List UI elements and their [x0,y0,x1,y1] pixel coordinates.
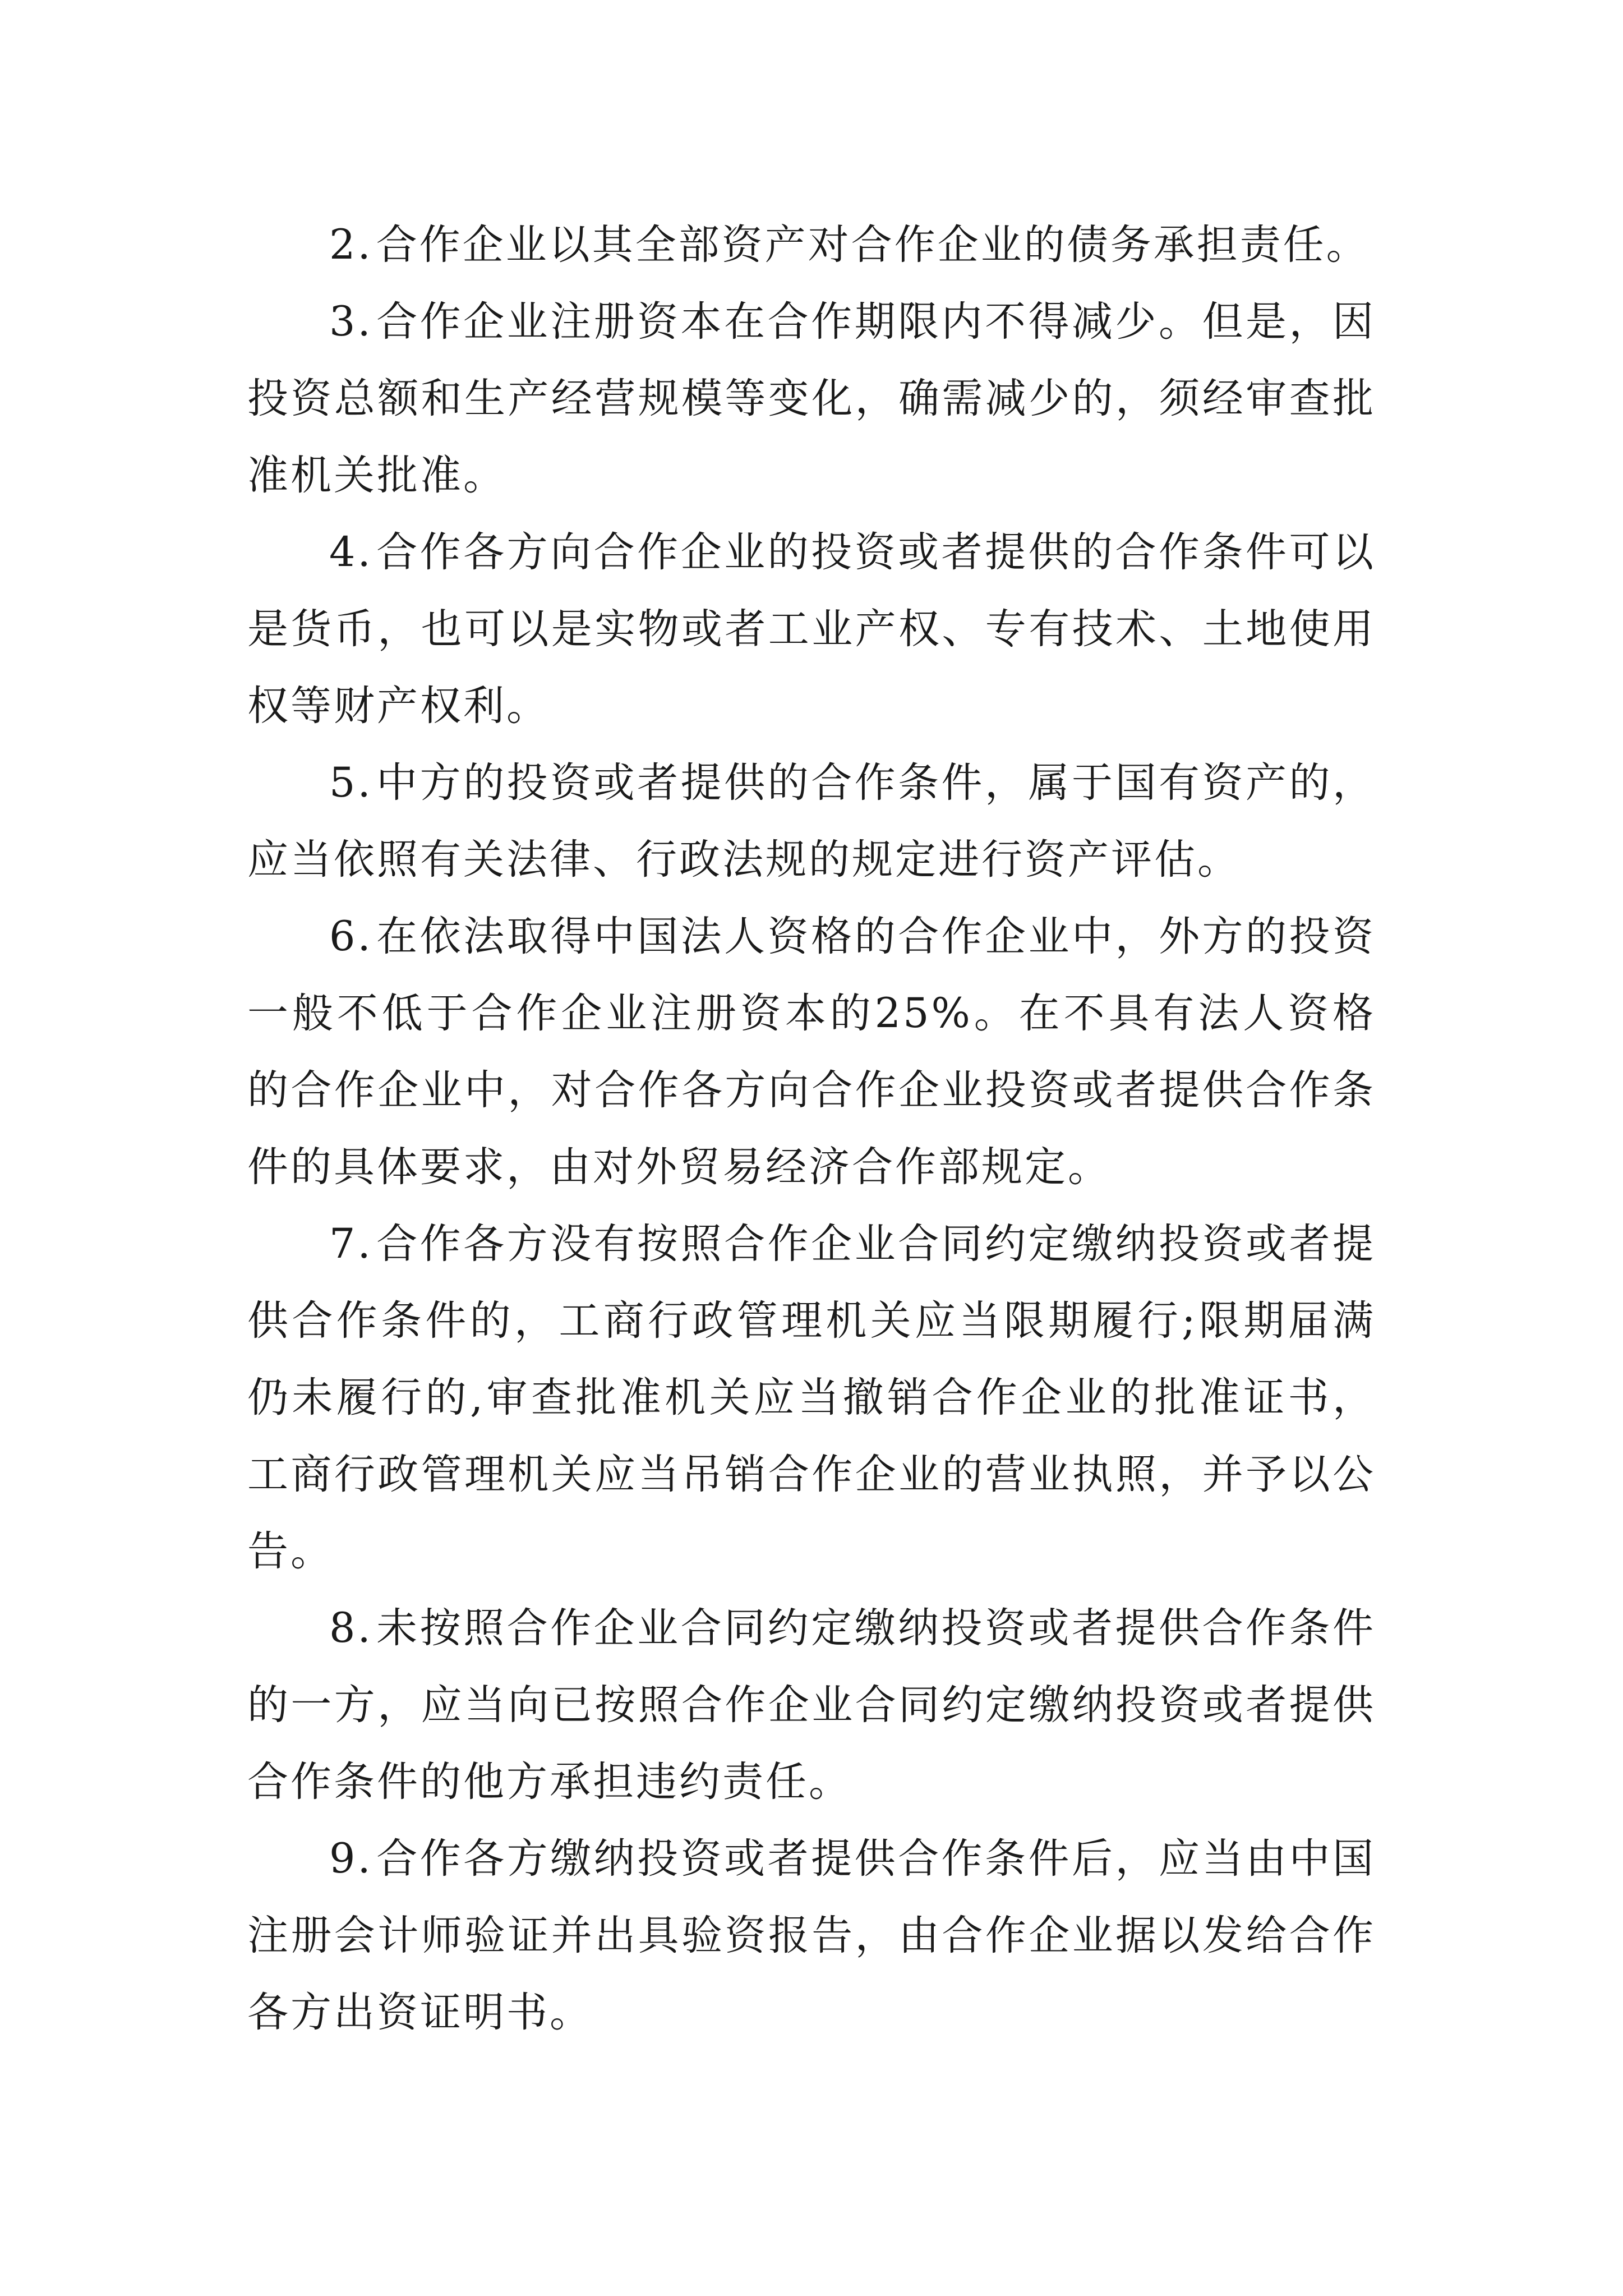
clause-7 [247,1205,1376,1590]
clause-text: 合作企业注册资本在合作期限内不得减少。但是，因投资总额和生产经营规模等变化，确需减少的，须经审查批准机关批准。 [247,298,1376,499]
clause-number: 8. [329,1604,373,1652]
clause-text: 中方的投资或者提供的合作条件，属于国有资产的，应当依照有关法律、行政法规的规定进行资产评估。 [247,759,1376,884]
clause-text: 合作各方没有按照合作企业合同约定缴纳投资或者提供合作条件的，工商行政管理机关应当限期履行;限期届满仍未履行的,审查批准机关应当撤销合作企业的批准证书，工商行政管理机关应当吊销合作企业的营业执照，并予以公告。 [247,1220,1376,1575]
clause-number: 5. [329,759,373,807]
clause-number: 7. [329,1220,373,1268]
document-body [247,206,1376,2051]
clause-5 [247,744,1376,898]
clause-number: 6. [329,913,373,960]
clause-3 [247,283,1376,514]
clause-text: 合作各方缴纳投资或者提供合作条件后，应当由中国注册会计师验证并出具验资报告，由合作企业据以发给合作各方出资证明书。 [247,1835,1376,2036]
clause-9 [247,1820,1376,2051]
clause-text: 未按照合作企业合同约定缴纳投资或者提供合作条件的一方，应当向已按照合作企业合同约定缴纳投资或者提供合作条件的他方承担违约责任。 [247,1604,1376,1806]
clause-number: 9. [329,1835,373,1883]
clause-4 [247,514,1376,744]
clause-text: 合作企业以其全部资产对合作企业的债务承担责任。 [376,221,1370,269]
clause-text: 合作各方向合作企业的投资或者提供的合作条件可以是货币，也可以是实物或者工业产权、专有技术、土地使用权等财产权利。 [247,528,1376,730]
clause-8 [247,1590,1376,1820]
clause-6 [247,898,1376,1205]
clause-number: 3. [329,298,373,346]
clause-text: 在依法取得中国法人资格的合作企业中，外方的投资一般不低于合作企业注册资本的25%。在不具有法人资格的合作企业中，对合作各方向合作企业投资或者提供合作条件的具体要求，由对外贸易经济合作部规定。 [247,913,1376,1191]
clause-number: 2. [329,221,373,269]
clause-2 [247,206,1376,283]
clause-number: 4. [329,528,373,576]
